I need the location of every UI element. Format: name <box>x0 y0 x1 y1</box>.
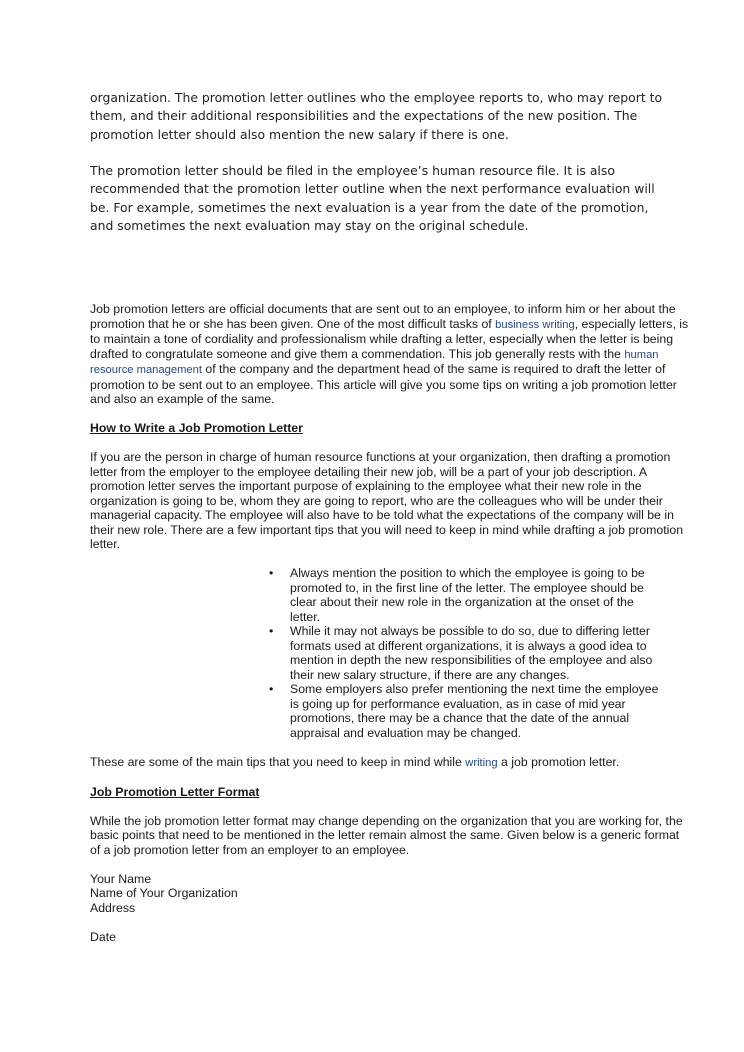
closing-text: These are some of the main tips that you need to keep in mind while <box>90 754 466 769</box>
closing-text: a job promotion letter. <box>497 754 620 769</box>
bullet-icon: • <box>269 566 274 580</box>
tip-text: Some employers also prefer mentioning the next time the employee is going up for performance evaluation, as in case of mid year promotions, there may be a chance that the date of the annual appraisal and evaluation may be changed. <box>290 682 659 740</box>
tip-text: While it may not always be possible to do so, due to differing letter formats used at different organizations, it is always a good idea to mention in depth the new responsibilities of the employee and also their new salary structure, if there are any changes. <box>290 624 653 682</box>
intro-paragraph <box>90 302 690 407</box>
tip-item <box>266 566 666 624</box>
human-resource-management-link[interactable]: human resource management <box>90 348 659 376</box>
closing-paragraph <box>90 755 690 771</box>
address-line: Name of Your Organization <box>90 886 238 900</box>
intro-text: , especially letters, is to maintain a tone of cordiality and professionalism while drafting a letter, especially when the letter is being drafted to congratulate someone and give them a commendation. This job generally rests with the <box>90 316 689 361</box>
tip-text: Always mention the position to which the employee is going to be promoted to, in the first line of the letter. The employee should be clear about their new role in the organization at the onset of the letter. <box>290 566 645 624</box>
top-paragraph: The promotion letter should be filed in the employee’s human resource file. It is also recommended that the promotion letter outline when the next performance evaluation will be. For example, sometimes the next evaluation is a year from the date of the promotion, and sometimes the next evaluation may stay on the original schedule. <box>90 163 655 234</box>
tip-item <box>266 624 666 682</box>
intro-text: Job promotion letters are official documents that are sent out to an employee, to inform him or her about the promotion that he or she has been given. One of the most difficult tasks of <box>90 302 676 331</box>
sender-address-block <box>90 872 690 945</box>
bullet-icon: • <box>269 624 274 638</box>
section-heading: Job Promotion Letter Format <box>90 784 260 799</box>
intro-text: of the company and the department head of the same is required to draft the letter of promotion to be sent out to an employee. This article will give you some tips on writing a job promotion letter and also an example of the same. <box>90 362 677 406</box>
section-paragraph: If you are the person in charge of human resource functions at your organization, then drafting a promotion letter from the employer to the employee detailing their new job, will be a part of your job description. A promotion letter serves the important purpose of explaining to the employee what their new role in the organization is going to be, whom they are going to report, who are the colleagues who will be under their managerial capacity. The employee will also have to be told what the expectations of the company will be in their new role. There are a few important tips that you will need to keep in mind while drafting a job promotion letter. <box>90 450 684 551</box>
top-paragraph: organization. The promotion letter outlines who the employee reports to, who may report to them, and their additional responsibilities and the expectations of the new position. The promotion letter should also mention the new salary if there is one. <box>90 90 663 142</box>
business-writing-link[interactable]: business writing <box>495 318 575 331</box>
article-body <box>90 302 690 944</box>
bullet-icon: • <box>269 682 274 696</box>
writing-link[interactable]: writing <box>465 756 498 769</box>
top-section <box>90 89 670 235</box>
address-line: Your Name <box>90 871 152 886</box>
date-line: Date <box>90 929 116 944</box>
section-paragraph: While the job promotion letter format may change depending on the organization that you are working for, the basic points that need to be mentioned in the letter remain almost the same. Given below is a generic format of a job promotion letter from an employer to an employee. <box>90 813 683 857</box>
tip-item <box>266 682 666 740</box>
address-line: Address <box>90 900 136 915</box>
section-heading: How to Write a Job Promotion Letter <box>90 421 303 435</box>
tips-list <box>266 566 666 740</box>
